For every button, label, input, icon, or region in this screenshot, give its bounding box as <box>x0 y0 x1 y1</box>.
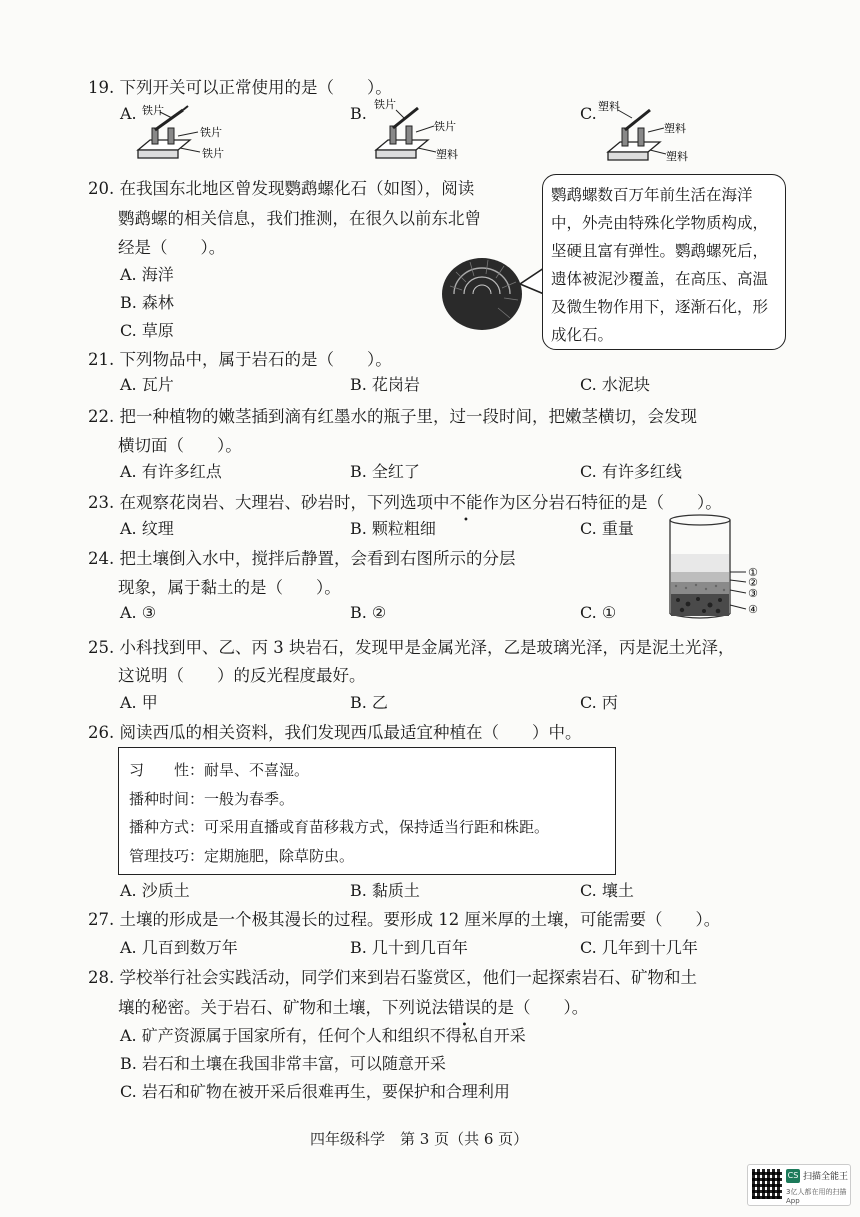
q20-line-1: 20. 在我国东北地区曾发现鹦鹉螺化石（如图），阅读 <box>88 179 475 198</box>
q20-option-c: C. 草原 <box>120 321 174 340</box>
q28-line-2 <box>118 994 588 1018</box>
q28-line-2-post: 的是（ ）。 <box>481 998 589 1017</box>
switch-b-label-3: 塑料 <box>436 148 458 161</box>
q26-option-c: C. 壤土 <box>580 881 634 900</box>
q22-option-a: A. 有许多红点 <box>120 462 222 481</box>
layer-label-2: ② <box>748 576 758 589</box>
q21-stem: 21. 下列物品中，属于岩石的是（ ）。 <box>88 350 392 369</box>
scanner-logo-icon: CS <box>786 1169 800 1183</box>
switch-b-label-2: 铁片 <box>434 120 456 133</box>
q19-stem: 19. 下列开关可以正常使用的是（ ）。 <box>88 78 392 97</box>
q22-option-c: C. 有许多红线 <box>580 462 682 481</box>
q25-option-a: A. 甲 <box>120 693 158 712</box>
scanner-brand: 扫描全能王 <box>803 1172 849 1182</box>
q20-line-3: 经是（ ）。 <box>118 238 226 257</box>
q28-line-2-pre: 壤的秘密。关于岩石、矿物和土壤，下列说法 <box>118 998 448 1017</box>
q28-line-1: 28. 学校举行社会实践活动，同学们来到岩石鉴赏区，他们一起探索岩石、矿物和土 <box>88 968 697 987</box>
q27-option-b: B. 几十到几百年 <box>350 938 468 957</box>
layer-label-3: ③ <box>748 587 758 600</box>
q19-option-a-letter: A. <box>120 104 137 123</box>
q27-option-a: A. 几百到数万年 <box>120 938 238 957</box>
switch-c-illustration <box>598 98 708 168</box>
q25-line-1: 25. 小科找到甲、乙、丙 3 块岩石，发现甲是金属光泽，乙是玻璃光泽，丙是泥土光泽， <box>88 638 735 657</box>
q20-option-a: A. 海洋 <box>120 265 174 284</box>
page-footer: 四年级科学 第 3 页（共 6 页） <box>310 1130 529 1148</box>
layer-label-1: ① <box>748 566 758 579</box>
q23-stem-pre: 23. 在观察花岗岩、大理岩、砂岩时，下列选项中 <box>88 493 450 512</box>
q24-line-2: 现象，属于黏土的是（ ）。 <box>118 578 341 597</box>
q27-option-c: C. 几年到十几年 <box>580 938 698 957</box>
q25-option-b: B. 乙 <box>350 693 388 712</box>
switch-b-illustration <box>366 96 476 166</box>
nautilus-info-callout: 鹦鹉螺数百万年前生活在海洋中，外壳由特殊化学物质构成，坚硬且富有弹性。鹦鹉螺死后，遗体被泥沙覆盖，在高压、高温及微生物作用下，逐渐石化，形成化石。 <box>542 174 786 350</box>
q22-line-2: 横切面（ ）。 <box>118 436 242 455</box>
switch-b-label-1: 铁片 <box>374 98 396 111</box>
switch-c-label-3: 塑料 <box>666 150 688 163</box>
info-line-habit: 习 性：耐旱、不喜湿。 <box>129 761 310 779</box>
scanner-watermark <box>747 1164 851 1206</box>
q28-option-c: C. 岩石和矿物在被开采后很难再生，要保护和合理利用 <box>120 1082 510 1101</box>
info-line-management: 管理技巧：定期施肥，除草防虫。 <box>129 846 355 865</box>
q21-option-c: C. 水泥块 <box>580 375 650 394</box>
q28-option-a: A. 矿产资源属于国家所有，任何个人和组织不得私自开采 <box>120 1026 526 1045</box>
q22-line-1: 22. 把一种植物的嫩茎插到滴有红墨水的瓶子里，过一段时间，把嫩茎横切，会发现 <box>88 407 697 426</box>
info-line-sowing-time: 播种时间：一般为春季。 <box>129 789 295 808</box>
q24-option-b: B. ② <box>350 603 387 622</box>
q24-line-1: 24. 把土壤倒入水中，搅拌后静置，会看到右图所示的分层 <box>88 549 516 568</box>
q24-option-c: C. ① <box>580 603 617 622</box>
q24-option-a: A. ③ <box>120 603 157 622</box>
info-line-sowing-method: 播种方式：可采用直播或育苗移栽方式，保持适当行距和株距。 <box>129 818 550 836</box>
switch-c-label-2: 塑料 <box>664 122 686 135</box>
switch-a-label-1: 铁片 <box>142 104 164 117</box>
scanner-tagline: 3亿人都在用的扫描App <box>786 1188 847 1205</box>
q22-option-b: B. 全红了 <box>350 462 420 481</box>
switch-a-label-2: 铁片 <box>200 126 222 139</box>
q26-option-b: B. 黏质土 <box>350 881 420 900</box>
q27-stem: 27. 土壤的形成是一个极其漫长的过程。要形成 12 厘米厚的土壤，可能需要（ ）。 <box>88 910 721 929</box>
q25-option-c: C. 丙 <box>580 693 618 712</box>
q28-emphasis: 错误 <box>448 998 481 1017</box>
q21-option-b: B. 花岗岩 <box>350 375 420 394</box>
q21-option-a: A. 瓦片 <box>120 375 174 394</box>
q25-line-2: 这说明（ ）的反光程度最好。 <box>118 666 366 685</box>
q26-stem: 26. 阅读西瓜的相关资料，我们发现西瓜最适宜种植在（ ）中。 <box>88 723 582 742</box>
q19-option-b-letter: B. <box>350 104 367 123</box>
q28-option-b: B. 岩石和土壤在我国非常丰富，可以随意开采 <box>120 1054 446 1073</box>
q19-option-c-letter: C. <box>580 104 597 123</box>
layer-label-4: ④ <box>748 603 758 616</box>
q23-emphasis: 不能 <box>449 493 483 512</box>
q23-option-c: C. 重量 <box>580 519 634 538</box>
q20-line-2: 鹦鹉螺的相关信息，我们推测，在很久以前东北曾 <box>118 209 481 228</box>
q23-option-a: A. 纹理 <box>120 519 174 538</box>
q20-option-b: B. 森林 <box>120 293 174 312</box>
switch-a-illustration <box>128 100 238 168</box>
q23-stem-post: 作为区分岩石特征的是（ ）。 <box>482 493 722 512</box>
qr-code-icon <box>752 1169 782 1199</box>
q23-stem <box>88 489 722 513</box>
q26-option-a: A. 沙质土 <box>120 881 190 900</box>
soil-layers-beaker <box>660 510 770 622</box>
watermelon-info-box <box>118 747 616 875</box>
switch-c-label-1: 塑料 <box>598 100 620 113</box>
nautilus-fossil-image <box>440 256 524 332</box>
q23-option-b: B. 颗粒粗细 <box>350 519 436 538</box>
switch-a-label-3: 铁片 <box>202 147 224 160</box>
